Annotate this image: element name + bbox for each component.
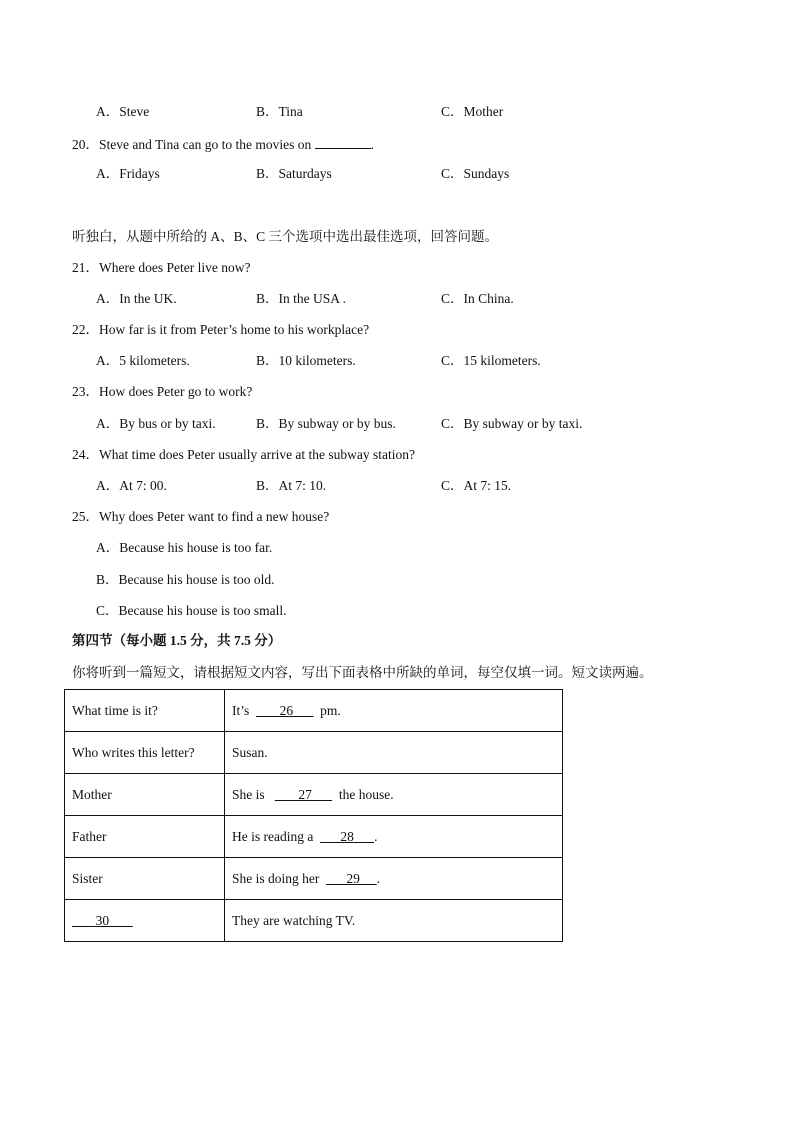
table-cell-question (65, 900, 225, 942)
option-letter: B． (256, 291, 279, 306)
option-letter: B． (256, 478, 279, 493)
blank-number: 30 (95, 912, 110, 928)
q24-option-c (441, 477, 511, 495)
table-row (65, 732, 563, 774)
answer-blank (315, 134, 371, 149)
option-text: Tina (278, 104, 303, 119)
option-text: At 7: 00. (119, 478, 167, 493)
table-cell-question: Father (65, 816, 225, 858)
table-cell-answer (225, 858, 563, 900)
option-text: By subway or by taxi. (463, 416, 583, 431)
q22-stem (72, 321, 369, 339)
q20-stem (72, 134, 374, 154)
q25-stem (72, 508, 329, 526)
table-cell-answer (225, 816, 563, 858)
option-text: At 7: 15. (463, 478, 512, 493)
q19-option-c (441, 103, 503, 121)
table-cell-answer (225, 690, 563, 732)
option-text: Because his house is too far. (119, 540, 273, 555)
q21-option-b (256, 290, 346, 308)
table-row (65, 858, 563, 900)
question-number: 22． (72, 322, 99, 337)
question-number: 21． (72, 260, 99, 275)
question-number: 25． (72, 509, 99, 524)
blank-number: 29 (346, 870, 360, 886)
option-letter: C． (96, 603, 119, 618)
q21-option-a (96, 290, 177, 308)
fill-in-table (64, 689, 563, 942)
option-letter: C． (441, 291, 464, 306)
option-letter: C． (441, 478, 464, 493)
option-text: In the UK. (119, 291, 177, 306)
option-text: Saturdays (278, 166, 332, 181)
option-text: In the USA . (278, 291, 347, 306)
q23-option-a (96, 415, 216, 433)
table-row (65, 690, 563, 732)
q22-option-c (441, 352, 541, 370)
section-heading: 第四节（每小题 1.5 分，共 7.5 分） (72, 633, 282, 648)
option-text: 10 kilometers. (278, 353, 356, 368)
question-number: 24． (72, 447, 99, 462)
cell-text: He is reading a (232, 828, 314, 844)
q20-option-b (256, 165, 332, 183)
option-letter: A． (96, 540, 120, 555)
option-letter: B． (96, 572, 119, 587)
question-text: How does Peter go to work? (99, 384, 253, 399)
table-cell-question: Sister (65, 858, 225, 900)
q20-option-c (441, 165, 509, 183)
option-text: By subway or by bus. (278, 416, 396, 431)
cell-text: She is (232, 786, 265, 802)
cell-text: . (374, 828, 378, 844)
q25-option-b (96, 571, 275, 589)
q23-stem (72, 383, 252, 401)
question-text: Why does Peter want to find a new house? (99, 509, 330, 524)
answer-blank-29[interactable] (326, 871, 377, 886)
question-text: Where does Peter live now? (99, 260, 251, 275)
option-text: Sundays (463, 166, 510, 181)
q23-option-c (441, 415, 582, 433)
question-number: 23． (72, 384, 99, 399)
blank-number: 27 (298, 786, 312, 802)
answer-blank-27[interactable] (275, 787, 332, 802)
q22-option-a (96, 352, 190, 370)
cell-text: pm. (320, 702, 341, 718)
q24-stem (72, 446, 415, 464)
option-text: Because his house is too old. (118, 572, 275, 587)
option-letter: A． (96, 353, 120, 368)
q19-option-b (256, 103, 303, 121)
option-letter: B． (256, 353, 279, 368)
table-row (65, 774, 563, 816)
question-number: 20． (72, 137, 99, 152)
option-text: By bus or by taxi. (119, 416, 216, 431)
monologue-instruction: 听独白，从题中所给的 A、B、C 三个选项中选出最佳选项，回答问题。 (72, 229, 499, 244)
cell-text: . (376, 870, 381, 886)
table-cell-answer: Susan. (225, 732, 563, 774)
option-letter: A． (96, 416, 120, 431)
option-text: 15 kilometers. (463, 353, 541, 368)
option-letter: B． (256, 104, 279, 119)
table-row (65, 816, 563, 858)
option-text: Because his house is too small. (118, 603, 287, 618)
option-letter: A． (96, 166, 120, 181)
option-text: Mother (463, 104, 504, 119)
q21-stem (72, 259, 250, 277)
option-letter: C． (441, 166, 464, 181)
cell-text: It’s (232, 702, 250, 718)
option-text: In China. (463, 291, 514, 306)
q25-option-a (96, 539, 272, 557)
option-text: Steve (119, 104, 150, 119)
option-text: At 7: 10. (278, 478, 327, 493)
answer-blank-28[interactable] (320, 829, 374, 844)
option-letter: B． (256, 166, 279, 181)
option-letter: A． (96, 291, 120, 306)
option-letter: A． (96, 104, 120, 119)
option-letter: B． (256, 416, 279, 431)
question-text: Steve and Tina can go to the movies on (99, 137, 312, 152)
section-instruction: 你将听到一篇短文，请根据短文内容，写出下面表格中所缺的单词，每空仅填一词。短文读两遍。 (72, 665, 653, 680)
option-letter: A． (96, 478, 120, 493)
option-text: 5 kilometers. (119, 353, 190, 368)
table-cell-question: Mother (65, 774, 225, 816)
answer-blank-26[interactable] (256, 703, 313, 718)
q25-option-c (96, 602, 287, 620)
option-text: Fridays (119, 166, 160, 181)
option-letter: C． (441, 353, 464, 368)
table-cell-answer (225, 774, 563, 816)
q19-option-a (96, 103, 149, 121)
q22-option-b (256, 352, 356, 370)
question-end: . (370, 137, 374, 152)
table-row (65, 900, 563, 942)
q24-option-b (256, 477, 326, 495)
cell-text: the house. (338, 786, 394, 802)
question-text: What time does Peter usually arrive at the subway station? (99, 447, 416, 462)
q23-option-b (256, 415, 396, 433)
question-text: How far is it from Peter’s home to his workplace? (99, 322, 370, 337)
blank-number: 26 (279, 702, 294, 718)
q24-option-a (96, 477, 167, 495)
option-letter: C． (441, 416, 464, 431)
blank-number: 28 (340, 828, 354, 844)
table-cell-answer: They are watching TV. (225, 900, 563, 942)
cell-text: She is doing her (232, 870, 320, 886)
answer-blank-30[interactable] (72, 913, 133, 928)
table-cell-question: What time is it? (65, 690, 225, 732)
q20-option-a (96, 165, 160, 183)
q21-option-c (441, 290, 514, 308)
table-cell-question: Who writes this letter? (65, 732, 225, 774)
option-letter: C． (441, 104, 464, 119)
